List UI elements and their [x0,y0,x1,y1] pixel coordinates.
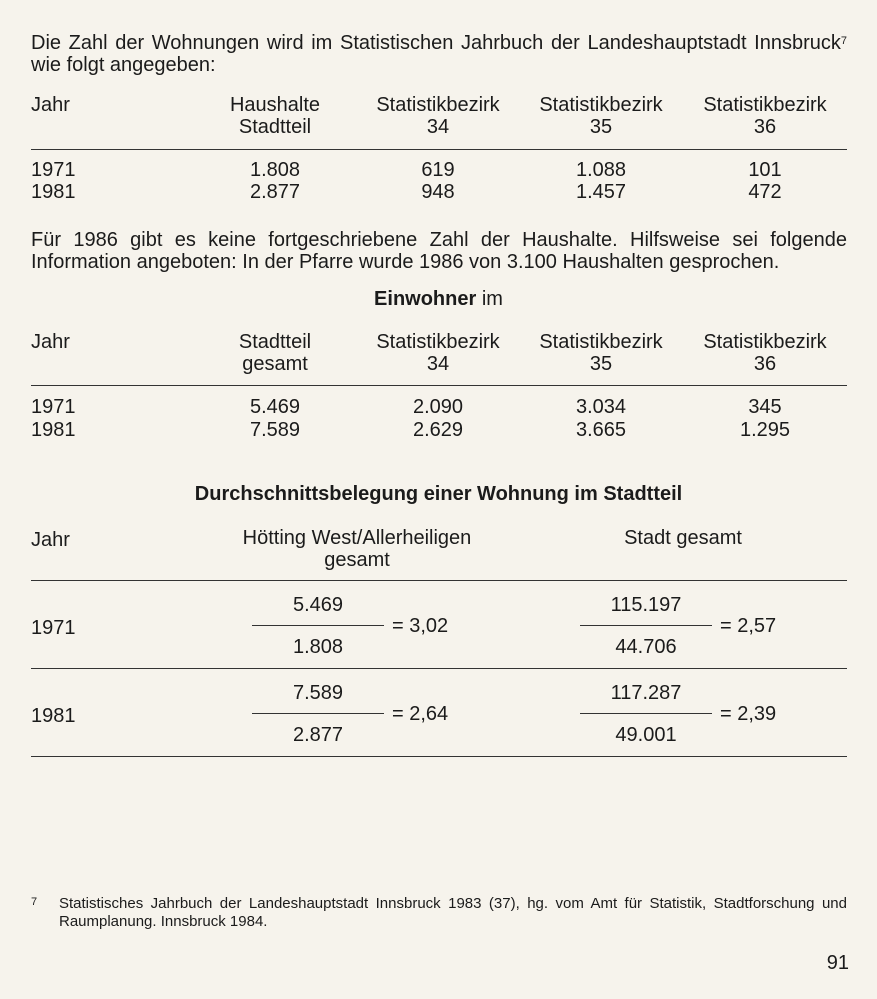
t1-header-col1-sub: Stadtteil [238,116,312,138]
t1-header-col1: Haushalte [229,94,321,116]
t2-header-col1-sub: gesamt [242,353,308,375]
t3-numerator: 115.197 [610,594,682,616]
t1-header-col4: Statistikbezirk [703,94,827,116]
t3-numerator: 7.589 [292,682,344,704]
t3-bottom-rule [31,756,847,757]
t3-year: 1981 [31,705,76,727]
fraction-bar [252,713,384,714]
t2-heading-rest: im [476,288,503,310]
t1-cell: 2.877 [249,181,301,203]
t3-heading [0,482,877,506]
t3-result: = 2,64 [392,703,449,725]
footnote-reference: 7 [840,35,847,47]
t1-cell: 101 [748,159,782,181]
t2-cell: 3.034 [575,396,627,418]
t3-header-col1-sub: gesamt [324,549,390,571]
intro-text-end: wie folgt angegeben: [31,54,216,76]
t3-result: = 3,02 [392,615,449,637]
footnote [31,895,847,931]
t2-cell: 1.295 [739,419,791,441]
t1-header-col3-sub: 35 [589,116,613,138]
page-number: 91 [826,952,849,974]
footnote-text: Statistisches Jahrbuch der Landeshauptstadt Innsbruck 1983 (37), hg. vom Amt für Statistik, Stadtforschung und Raumplanung. Innsbruck 1984. [59,895,847,930]
t2-header-col3: Statistikbezirk [539,331,663,353]
t1-header-rule [31,149,847,150]
t2-header-rule [31,385,847,386]
t3-result: = 2,39 [720,703,777,725]
fraction-bar [252,625,384,626]
intro-paragraph [31,32,847,76]
t1-header-col3: Statistikbezirk [539,94,663,116]
t2-cell: 1981 [31,419,76,441]
t1-cell: 1.457 [575,181,627,203]
t2-cell: 2.090 [412,396,464,418]
t2-heading-bold: Einwohner [374,288,477,310]
fraction-bar [580,713,712,714]
t1-cell: 1.808 [249,159,301,181]
t2-header-col1: Stadtteil [238,331,312,353]
t2-header-col3-sub: 35 [589,353,613,375]
t3-numerator: 5.469 [292,594,344,616]
t3-header-col2: Stadt gesamt [624,527,742,549]
t3-row-rule [31,668,847,669]
t2-cell: 5.469 [249,396,301,418]
t3-denominator: 49.001 [615,724,677,746]
t1-cell: 472 [748,181,782,203]
paragraph-households-note [31,229,847,273]
t1-header-col2: Statistikbezirk [376,94,500,116]
t1-cell: 619 [421,159,455,181]
t3-header-jahr: Jahr [31,529,70,551]
intro-text: Die Zahl der Wohnungen wird im Statistischen Jahrbuch der Landeshauptstadt Innsbruck [31,32,841,54]
paragraph-text: Für 1986 gibt es keine fortgeschriebene Zahl der Haushalte. Hilfsweise sei folgende Information angeboten: In der Pfarre wurde 1986 von 3.100 Haushalten gesprochen. [31,229,847,273]
t1-header-col2-sub: 34 [426,116,450,138]
t2-heading [0,287,877,311]
t2-header-col4-sub: 36 [753,353,777,375]
t2-cell: 2.629 [412,419,464,441]
t2-header-col4: Statistikbezirk [703,331,827,353]
t3-result: = 2,57 [720,615,777,637]
t1-cell: 948 [421,181,455,203]
t3-header-col1: Hötting West/Allerheiligen [242,527,472,549]
fraction-bar [580,625,712,626]
t2-cell: 7.589 [249,419,301,441]
t3-denominator: 44.706 [615,636,677,658]
t2-cell: 1971 [31,396,76,418]
t1-cell: 1971 [31,159,76,181]
t2-header-jahr: Jahr [31,331,70,353]
t1-cell: 1.088 [575,159,627,181]
t3-denominator: 1.808 [292,636,344,658]
t3-header-rule [31,580,847,581]
t3-numerator: 117.287 [610,682,682,704]
t3-denominator: 2.877 [292,724,344,746]
t2-cell: 345 [748,396,782,418]
t3-heading-text: Durchschnittsbelegung einer Wohnung im Stadtteil [194,483,683,505]
footnote-number: 7 [31,896,38,908]
t1-cell: 1981 [31,181,76,203]
t1-header-jahr: Jahr [31,94,70,116]
t2-header-col2: Statistikbezirk [376,331,500,353]
t2-header-col2-sub: 34 [426,353,450,375]
t2-cell: 3.665 [575,419,627,441]
t1-header-col4-sub: 36 [753,116,777,138]
t3-year: 1971 [31,617,76,639]
